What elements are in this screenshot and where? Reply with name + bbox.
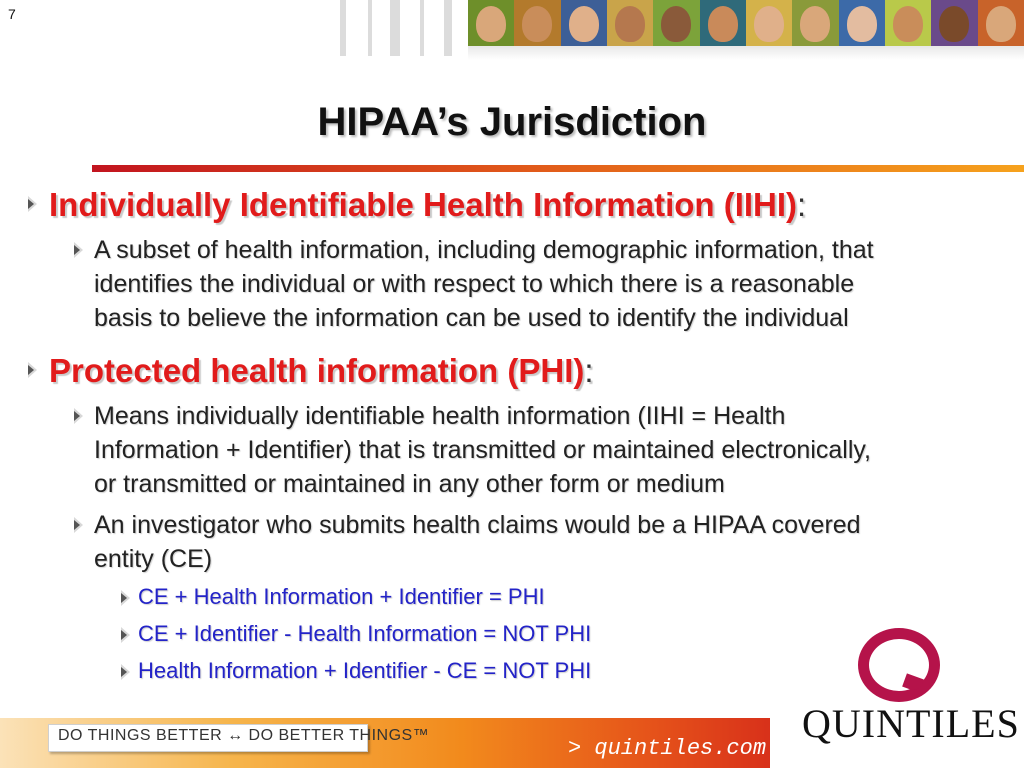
header-decoration-bars [340, 0, 480, 56]
page-title: HIPAA’s Jurisdiction [317, 100, 707, 144]
face-icon [754, 6, 784, 42]
sub-bullet-arrow-icon [74, 242, 83, 258]
face-photo-3 [561, 0, 607, 46]
face-photo-6 [700, 0, 746, 46]
quintiles-logo-text: QUINTILES [802, 701, 1020, 746]
text-line: An investigator who submits health claims would be a HIPAA covered [94, 511, 861, 539]
header-photo-strip [468, 0, 1024, 46]
face-photo-9 [839, 0, 885, 46]
face-photo-10 [885, 0, 931, 46]
face-icon [939, 6, 969, 42]
face-photo-1 [468, 0, 514, 46]
face-photo-5 [653, 0, 699, 46]
text-line: or transmitted or maintained in any other form or medium [94, 470, 725, 498]
equation-text: CE + Health Information + Identifier = PHI [138, 584, 545, 609]
sub-bullet-arrow-icon [74, 517, 83, 533]
sub-bullet-iihi-definition [74, 233, 874, 335]
equation-arrow-icon [121, 627, 130, 643]
equation-text: CE + Identifier - Health Information = NOT PHI [138, 621, 592, 646]
equation-phi [121, 579, 545, 615]
face-icon [893, 6, 923, 42]
text-line: A subset of health information, including demographic information, that [94, 236, 874, 264]
quintiles-logo-icon [858, 628, 940, 702]
text-line: identifies the individual or with respect to which there is a reasonable [94, 270, 855, 298]
equation-arrow-icon [121, 590, 130, 606]
text-line: entity (CE) [94, 545, 213, 573]
text-line: Information + Identifier) that is transmitted or maintained electronically, [94, 436, 871, 464]
face-photo-4 [607, 0, 653, 46]
face-photo-8 [792, 0, 838, 46]
face-icon [569, 6, 599, 42]
sub-bullet-phi-definition [74, 399, 871, 501]
equation-text: Health Information + Identifier - CE = NOT PHI [138, 658, 592, 683]
bullet-arrow-icon [28, 362, 37, 378]
bullet-colon: : [797, 186, 807, 223]
bullet-iihi-label: Individually Identifiable Health Information (IIHI) [49, 186, 798, 223]
face-icon [708, 6, 738, 42]
face-icon [615, 6, 645, 42]
bullet-colon: : [584, 352, 594, 389]
website-link[interactable]: > quintiles.com [568, 736, 767, 761]
text-line: basis to believe the information can be used to identify the individual [94, 304, 849, 332]
equation-not-phi-1 [121, 616, 591, 652]
face-icon [661, 6, 691, 42]
face-icon [847, 6, 877, 42]
header-strip-shadow [468, 46, 1024, 60]
equation-arrow-icon [121, 664, 130, 680]
bullet-iihi [28, 185, 806, 225]
face-photo-7 [746, 0, 792, 46]
face-photo-12 [978, 0, 1024, 46]
bullet-phi [28, 351, 594, 391]
face-icon [800, 6, 830, 42]
slide-number: 7 [8, 6, 16, 22]
bullet-phi-label: Protected health information (PHI) [49, 352, 585, 389]
sub-bullet-arrow-icon [74, 408, 83, 424]
tagline: DO THINGS BETTER ↔ DO BETTER THINGS™ [58, 727, 430, 744]
face-photo-2 [514, 0, 560, 46]
face-icon [522, 6, 552, 42]
title-rule [92, 165, 1024, 172]
face-icon [986, 6, 1016, 42]
sub-bullet-investigator [74, 508, 861, 576]
equation-not-phi-2 [121, 653, 591, 689]
bullet-arrow-icon [28, 196, 37, 212]
face-icon [476, 6, 506, 42]
text-line: Means individually identifiable health information (IIHI = Health [94, 402, 786, 430]
face-photo-11 [931, 0, 977, 46]
